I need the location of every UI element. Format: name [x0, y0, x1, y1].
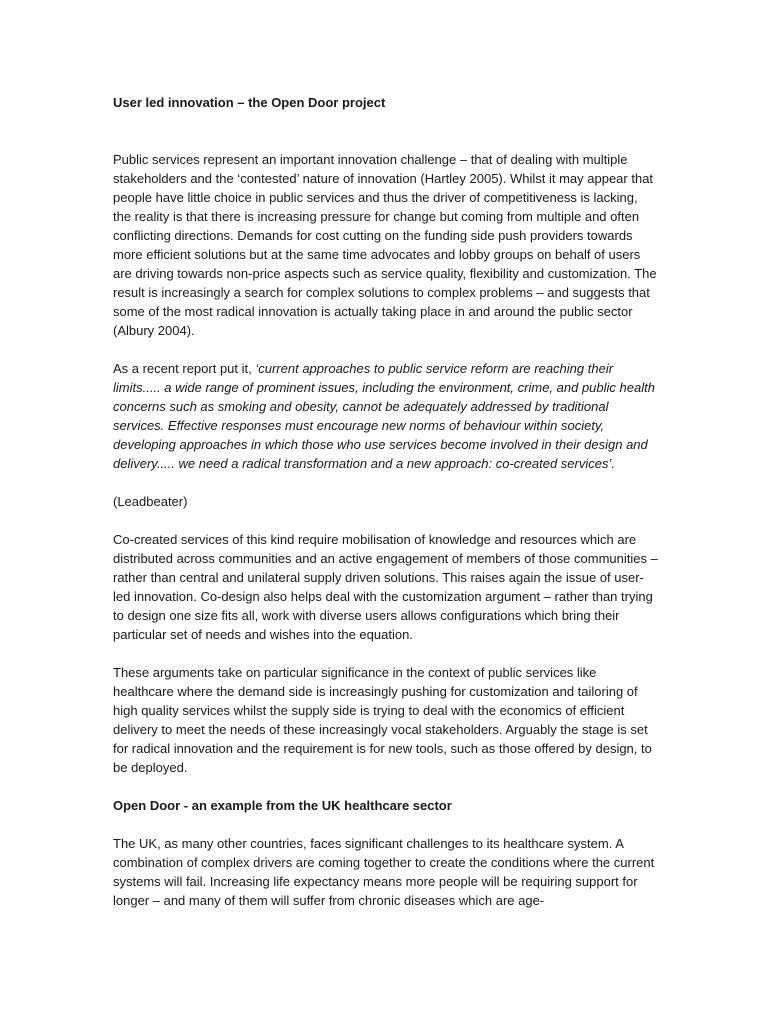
document-body — [113, 93, 658, 929]
paragraph-public-services: Public services represent an important innovation challenge – that of dealing with multiple stakeholders and the ‘contested’ nature of innovation (Hartley 2005). Whilst it may appear that people have little choice in public services and thus the driver of competitiveness is lacking, the reality is that there is increasing pressure for change but coming from multiple and often conflicting directions. Demands for cost cutting on the funding side push providers towards more efficient solutions but at the same time advocates and lobby groups on behalf of users are driving towards non-price aspects such as service quality, flexibility and customization. The result is increasingly a search for complex solutions to complex problems – and suggests that some of the most radical innovation is actually taking place in and around the public sector (Albury 2004). — [113, 152, 657, 338]
paragraph-healthcare-significance: These arguments take on particular significance in the context of public services like healthcare where the demand side is increasingly pushing for customization and tailoring of high quality services whilst the supply side is trying to deal with the economics of efficient delivery to meet the needs of these increasingly vocal stakeholders. Arguably the stage is set for radical innovation and the requirement is for new tools, such as those offered by design, to be deployed. — [113, 665, 652, 775]
citation-leadbeater: (Leadbeater) — [113, 494, 188, 509]
paragraph-uk-healthcare: The UK, as many other countries, faces significant challenges to its healthcare system. A combination of complex drivers are coming together to create the conditions where the current systems will fail. Increasing life expectancy means more people will be requiring support for longer – and many of them will suffer from chronic diseases which are age- — [113, 836, 655, 908]
quote-text: ‘current approaches to public service reform are reaching their limits..... a wide range of prominent issues, including the environment, crime, and public health concerns such as smoking and obesity, cannot be adequately addressed by traditional services. Effective responses must encourage new norms of behaviour within society, developing approaches in which those who use services become involved in their design and delivery..... we need a radical transformation and a new approach: co-created services’. — [113, 361, 655, 471]
paragraph-report-quote — [113, 359, 658, 473]
document-title: User led innovation – the Open Door project — [113, 95, 386, 110]
paragraph-co-created-services: Co-created services of this kind require mobilisation of knowledge and resources which are distributed across communities and an active engagement of members of those communities – rather than central and unilateral supply driven solutions. This raises again the issue of user-led innovation. Co-design also helps deal with the customization argument – rather than trying to design one size fits all, work with diverse users allows configurations which bring their particular set of needs and wishes into the equation. — [113, 532, 658, 642]
section-heading-open-door: Open Door - an example from the UK healthcare sector — [113, 798, 452, 813]
quote-intro: As a recent report put it, — [113, 361, 256, 376]
